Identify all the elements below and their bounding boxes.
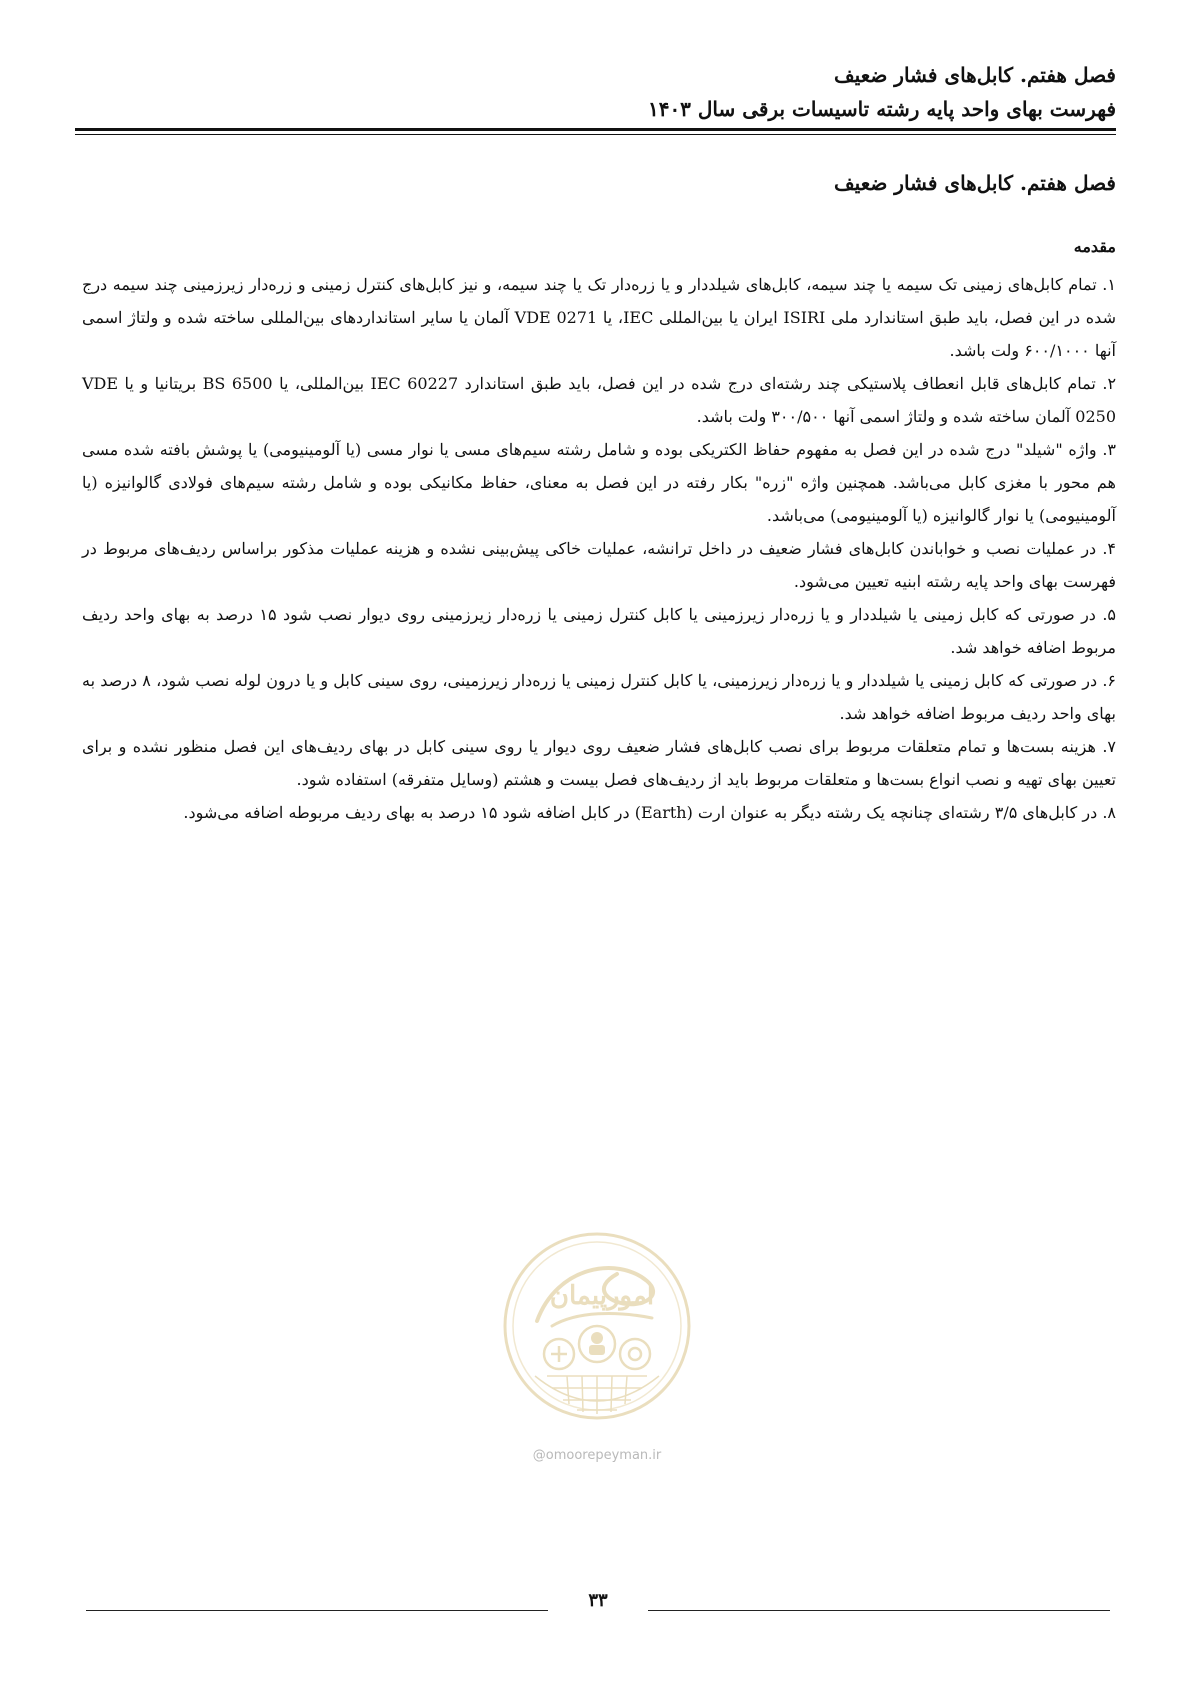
chapter-title: فصل هفتم. کابل‌های فشار ضعیف xyxy=(833,171,1116,195)
paragraph-1: ۱. تمام کابل‌های زمینی تک سیمه یا چند سیمه، کابل‌های شیلددار و یا زره‌دار تک یا چند سیمه، و نیز کابل‌های کنترل زمینی و زره‌دار زیرزمینی چند سیمه درج شده در این فصل، باید طبق استاندارد ملی ISIRI ایران یا بین‌المللی IEC، یا VDE 0271 آلمان یا سایر استانداردهای بین‌المللی ساخته شده و ولتاژ اسمی آنها ۶۰۰/۱۰۰۰ ولت باشد. xyxy=(82,275,1116,360)
section-title: مقدمه xyxy=(1073,237,1116,256)
watermark-logo-icon xyxy=(497,1226,697,1456)
running-header xyxy=(75,58,1116,126)
watermark-url: @omoorepeyman.ir xyxy=(532,1448,662,1463)
paragraph-2: ۲. تمام کابل‌های قابل انعطاف پلاستیکی چند رشته‌ای درج شده در این فصل، باید طبق استاندارد IEC 60227 بین‌المللی، یا BS 6500 بریتانیا و یا VDE 0250 آلمان ساخته شده و ولتاژ اسمی آنها ۳۰۰/۵۰۰ ولت باشد. xyxy=(82,374,1117,426)
paragraph-5: ۵. در صورتی که کابل زمینی یا شیلددار و یا زره‌دار زیرزمینی یا کابل کنترل زمینی یا زره‌دار زیرزمینی روی دیوار نصب شود ۱۵ درصد به بهای واحد ردیف مربوط اضافه خواهد شد. xyxy=(82,605,1116,657)
page-number: ۳۳ xyxy=(588,1590,608,1611)
footer-rule-right xyxy=(648,1610,1110,1611)
header-rule-thin xyxy=(75,134,1116,135)
body-text xyxy=(82,268,1116,829)
paragraph-4: ۴. در عملیات نصب و خواباندن کابل‌های فشار ضعیف در داخل ترانشه، عملیات خاکی پیش‌بینی نشده و هزینه عملیات مذکور براساس ردیف‌های مربوط در فهرست بهای واحد پایه رشته ابنیه تعیین می‌شود. xyxy=(82,539,1116,591)
running-header-book-title: فهرست بهای واحد پایه رشته تاسیسات برقی سال ۱۴۰۳ xyxy=(647,97,1116,121)
svg-text:امورپیمان: امورپیمان xyxy=(549,1281,655,1311)
footer-rule-left xyxy=(86,1610,548,1611)
paragraph-7: ۷. هزینه بست‌ها و تمام متعلقات مربوط برای نصب کابل‌های فشار ضعیف روی دیوار یا روی سینی کابل در بهای ردیف‌های این فصل منظور نشده و برای تعیین بهای تهیه و نصب انواع بست‌ها و متعلقات مربوط باید از ردیف‌های فصل بیست و هشتم (وسایل متفرقه) استفاده شود. xyxy=(82,737,1116,789)
paragraph-6: ۶. در صورتی که کابل زمینی یا شیلددار و یا زره‌دار زیرزمینی، یا کابل کنترل زمینی یا زره‌دار زیرزمینی، روی سینی کابل و یا درون لوله نصب شود، ۸ درصد به بهای واحد ردیف مربوط اضافه خواهد شد. xyxy=(82,671,1116,723)
running-header-chapter: فصل هفتم. کابل‌های فشار ضعیف xyxy=(833,63,1116,87)
paragraph-3: ۳. واژه "شیلد" درج شده در این فصل به مفهوم حفاظ الکتریکی بوده و شامل رشته سیم‌های مسی یا نوار مسی (یا آلومینیومی) یا پوشش بافته شده مسی هم محور با مغزی کابل می‌باشد. همچنین واژه "زره" بکار رفته در این فصل به معنای، حفاظ مکانیکی بوده و شامل رشته سیم‌های فولادی گالوانیزه (یا آلومینیومی) یا نوار گالوانیزه (یا آلومینیومی) می‌باشد. xyxy=(82,440,1116,525)
header-rule-thick xyxy=(75,128,1116,131)
paragraph-8: ۸. در کابل‌های ۳/۵ رشته‌ای چنانچه یک رشته دیگر به عنوان ارت (Earth) در کابل اضافه شود ۱۵ درصد به بهای ردیف مربوطه اضافه می‌شود. xyxy=(183,803,1116,822)
